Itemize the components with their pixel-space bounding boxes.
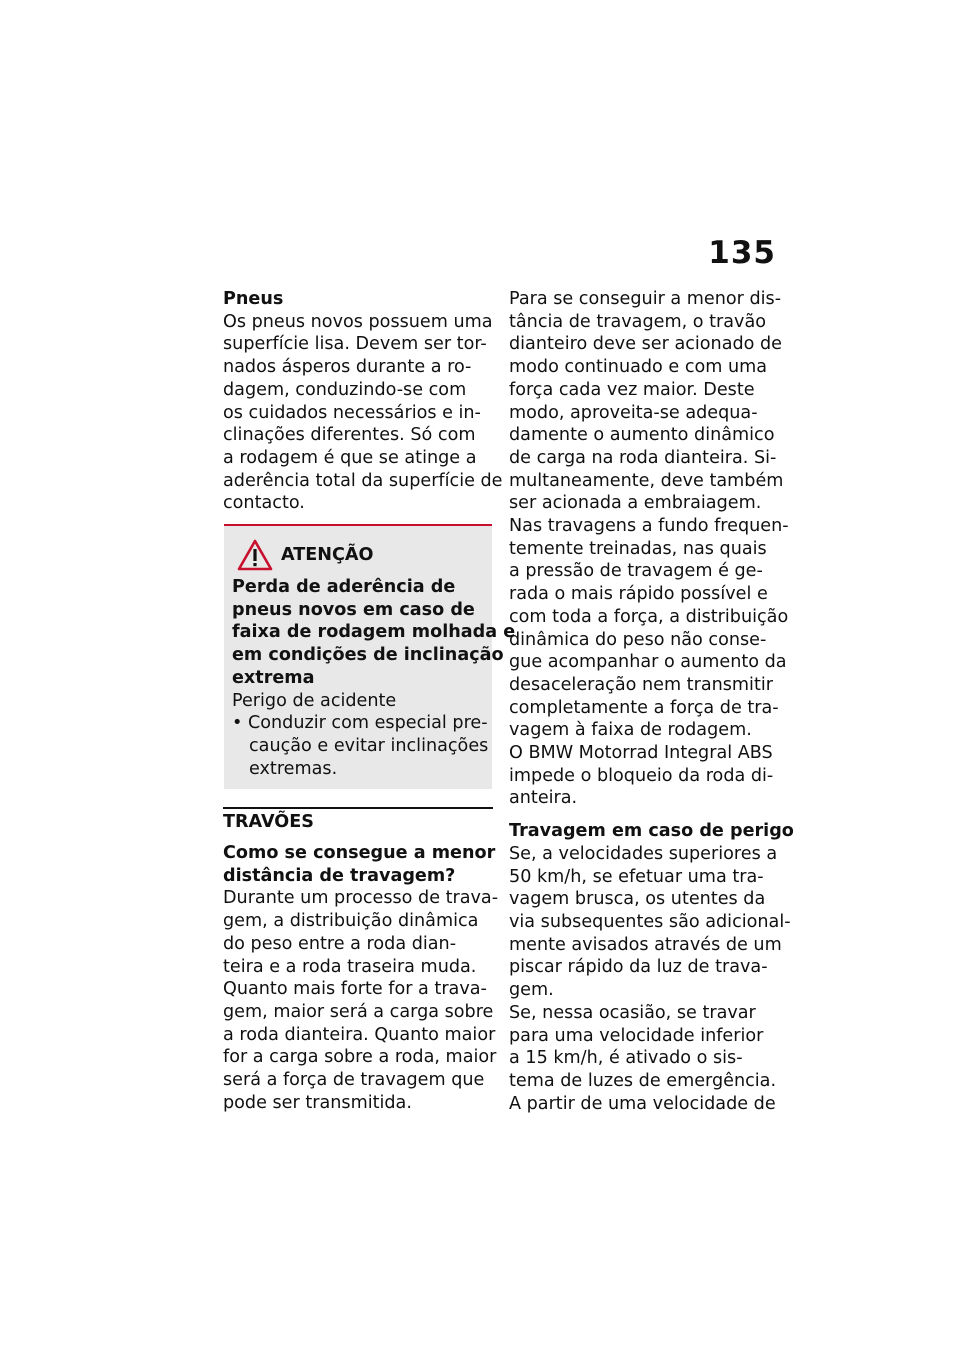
warning-bold-line: extrema <box>232 667 315 688</box>
text-line: gem, a distribuição dinâmica <box>223 911 479 932</box>
text-line: a pressão de travagem é ge- <box>509 561 763 582</box>
right-column <box>509 288 794 1115</box>
warning-bold-line: Perda de aderência de <box>232 577 456 598</box>
text-line: damente o aumento dinâmico <box>509 425 775 446</box>
question-heading: Como se consegue a menor <box>223 843 496 864</box>
text-line: dinâmica do peso não conse- <box>509 629 767 650</box>
hazard-text: Perigo de acidente <box>232 690 397 711</box>
text-line: a rodagem é que se atinge a <box>223 447 477 468</box>
text-line: mente avisados através de um <box>509 934 782 955</box>
text-line: Quanto mais forte for a trava- <box>223 979 487 1000</box>
travoes-paragraph <box>223 887 499 1114</box>
text-line: temente treinadas, nas quais <box>509 538 767 559</box>
text-line: impede o bloqueio da roda di- <box>509 765 774 786</box>
text-line: anteira. <box>509 788 578 809</box>
pneus-paragraph <box>223 311 503 515</box>
text-line: modo continuado e com uma <box>509 357 768 378</box>
page-number: 135 <box>708 235 776 271</box>
question-heading: distância de travagem? <box>223 865 456 886</box>
text-line: Para se conseguir a menor dis- <box>509 289 782 309</box>
text-line: superfície lisa. Devem ser tor- <box>223 334 487 355</box>
text-line: Se, a velocidades superiores a <box>509 843 778 864</box>
emergency-heading: Travagem em caso de perigo <box>509 821 794 842</box>
warning-bold-line: em condições de inclinação <box>232 645 504 666</box>
text-line: nados ásperos durante a ro- <box>223 357 472 378</box>
emergency-paragraph <box>509 843 791 1115</box>
text-line: será a força de travagem que <box>223 1070 485 1091</box>
text-line: via subsequentes são adicional- <box>509 911 791 932</box>
text-line: gem, maior será a carga sobre <box>223 1001 494 1022</box>
text-line: O BMW Motorrad Integral ABS <box>509 743 773 764</box>
warning-bold-line: pneus novos em caso de <box>232 599 475 620</box>
bullet-item: • Conduzir com especial pre- <box>232 713 488 734</box>
warning-bold-line: faixa de rodagem molhada e <box>232 622 516 643</box>
text-line: a 15 km/h, é ativado o sis- <box>509 1048 743 1069</box>
text-line: dianteiro deve ser acionado de <box>509 334 782 355</box>
bullet-continuation: extremas. <box>249 758 338 779</box>
text-line: clinações diferentes. Só com <box>223 425 476 446</box>
text-line: aderência total da superfície de <box>223 470 503 491</box>
text-line: força cada vez maior. Deste <box>509 379 755 400</box>
text-line: para uma velocidade inferior <box>509 1025 764 1046</box>
text-line: piscar rápido da luz de trava- <box>509 957 768 978</box>
text-line: com toda a força, a distribuição <box>509 606 789 627</box>
text-line: pode ser transmitida. <box>223 1092 412 1113</box>
text-line: teira e a roda traseira muda. <box>223 956 477 977</box>
text-line: Nas travagens a fundo frequen- <box>509 516 789 537</box>
braking-paragraph <box>509 288 789 810</box>
text-line: Os pneus novos possuem uma <box>223 311 493 332</box>
text-line: completamente a força de tra- <box>509 697 779 718</box>
text-line: ser acionada a embraiagem. <box>509 493 762 514</box>
text-line: a roda dianteira. Quanto maior <box>223 1024 496 1045</box>
text-line: Se, nessa ocasião, se travar <box>509 1002 756 1023</box>
text-line: os cuidados necessários e in- <box>223 402 481 423</box>
warning-title: ATENÇÃO <box>281 544 374 565</box>
text-line: 50 km/h, se efetuar uma tra- <box>509 866 764 887</box>
text-line: rada o mais rápido possível e <box>509 584 768 605</box>
text-line: Durante um processo de trava- <box>223 888 499 909</box>
text-line: desaceleração nem transmitir <box>509 674 773 695</box>
text-line: de carga na roda dianteira. Si- <box>509 447 777 468</box>
text-line: multaneamente, deve também <box>509 470 784 491</box>
bullet-continuation: caução e evitar inclinações <box>249 735 489 756</box>
section-title: TRAVÕES <box>223 812 314 833</box>
section-divider <box>223 807 493 809</box>
text-line: for a carga sobre a roda, maior <box>223 1047 497 1068</box>
warning-header <box>232 538 484 572</box>
text-line: vagem brusca, os utentes da <box>509 889 766 910</box>
left-column <box>223 288 516 1115</box>
pneus-heading: Pneus <box>223 289 284 309</box>
text-line: A partir de uma velocidade de <box>509 1093 776 1114</box>
text-line: dagem, conduzindo-se com <box>223 379 467 400</box>
warning-triangle-icon <box>237 539 273 571</box>
warning-box <box>224 524 516 789</box>
text-line: do peso entre a roda dian- <box>223 933 457 954</box>
text-line: tância de travagem, o travão <box>509 311 766 332</box>
text-line: gem. <box>509 980 554 1001</box>
text-line: gue acompanhar o aumento da <box>509 652 787 673</box>
text-line: tema de luzes de emergência. <box>509 1070 777 1091</box>
text-line: modo, aproveita-se adequa- <box>509 402 758 423</box>
text-line: contacto. <box>223 493 305 514</box>
text-line: vagem à faixa de rodagem. <box>509 720 752 741</box>
